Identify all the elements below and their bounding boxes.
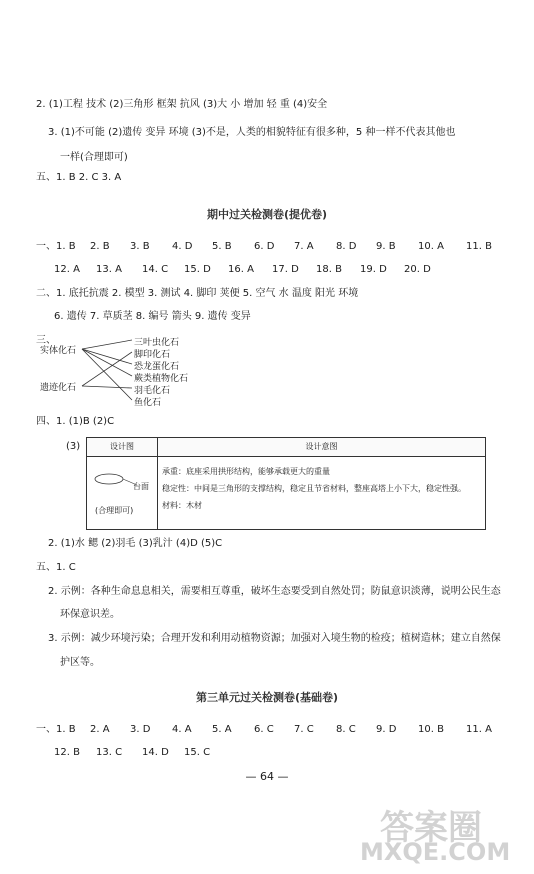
answer-item: 17. D — [272, 264, 299, 275]
answer-item: 3. D — [130, 724, 151, 735]
page-number: — 64 — — [245, 770, 289, 783]
table-header: 设计图 — [87, 438, 158, 457]
answer-item: 8. C — [336, 724, 356, 735]
answer-item: 12. A — [54, 264, 80, 275]
answer-item: 4. D — [172, 241, 193, 252]
answer-item: 19. D — [360, 264, 387, 275]
fossil-item: 脚印化石 — [134, 350, 171, 360]
drawing-note: (合理即可) — [95, 506, 134, 515]
answer-item: 4. A — [172, 724, 192, 735]
answer-item: 15. C — [184, 747, 211, 758]
section-title-midterm: 期中过关检测卷(提优卷) — [206, 208, 328, 221]
answer-item: 6. D — [254, 241, 275, 252]
answer-item: 20. D — [404, 264, 431, 275]
answer-item: 14. C — [142, 264, 169, 275]
answer-line-mid-sec2-cont: 6. 遗传 7. 草质茎 8. 编号 箭头 9. 遗传 变异 — [54, 311, 251, 322]
match-line — [82, 349, 132, 376]
answer-item: 5. B — [212, 241, 232, 252]
answer-line-mid-sec5-q2-cont: 环保意识差。 — [60, 609, 120, 620]
answer-item: 6. C — [254, 724, 274, 735]
answer-line-mid-sec5: 五、1. C — [36, 562, 76, 573]
answer-item: 10. B — [418, 724, 444, 735]
answer-label-sub3: (3) — [66, 441, 81, 452]
answer-item: 一、1. B — [36, 724, 76, 735]
table-header: 设计意图 — [158, 438, 486, 457]
answer-item: 2. B — [90, 241, 110, 252]
answer-item: 9. B — [376, 241, 396, 252]
watermark-url: MXQE.COM — [360, 838, 511, 866]
answer-line-mid-sec5-q3: 3. 示例：减少环境污染；合理开发和利用动植物资源；加强对入境生物的检疫；植树造林；建立自然保 — [48, 633, 501, 644]
fossil-category-trace: 遗迹化石 — [40, 383, 77, 393]
match-line — [82, 386, 132, 388]
answer-line-mid-sec5-q3-cont: 护区等。 — [60, 657, 100, 668]
answer-line-q3: 3. (1)不可能 (2)遗传 变异 环境 (3)不是，人类的相貌特征有很多种，5 种一样不代表其他也 — [48, 127, 456, 138]
intent-line: 稳定性：中间是三角形的支撑结构，稳定且节省材料，整座高塔上小下大，稳定性强。 — [162, 484, 466, 493]
section-title-unit3: 第三单元过关检测卷(基础卷) — [195, 691, 339, 704]
answer-item: 11. A — [466, 724, 492, 735]
answer-item: 8. D — [336, 241, 357, 252]
design-table — [86, 437, 486, 530]
answer-line-sec5: 五、1. B 2. C 3. A — [36, 172, 122, 183]
answer-item: 15. D — [184, 264, 211, 275]
answer-row-unit3-2 — [54, 746, 228, 760]
answer-item: 7. C — [294, 724, 314, 735]
answer-line-mid-sec4-q2: 2. (1)水 鳃 (2)羽毛 (3)乳汁 (4)D (5)C — [48, 538, 223, 549]
answer-line-mid-sec4: 四、1. (1)B (2)C — [36, 416, 115, 427]
answer-item: 9. D — [376, 724, 397, 735]
answer-line-mid-sec5-q2: 2. 示例：各种生命息息相关，需要相互尊重，破坏生态要受到自然处罚；防鼠意识淡薄，说明公民生态 — [48, 586, 501, 597]
answer-item: 3. B — [130, 241, 150, 252]
fossil-item: 蕨类植物化石 — [134, 374, 189, 384]
answer-item: 7. A — [294, 241, 314, 252]
answer-line-q3-cont: 一样(合理即可) — [60, 152, 128, 163]
match-line — [82, 340, 132, 349]
answer-item: 16. A — [228, 264, 254, 275]
fossil-item: 鱼化石 — [134, 398, 162, 408]
fossil-item: 恐龙蛋化石 — [134, 362, 180, 372]
answer-row-unit3-1 — [36, 723, 506, 737]
answer-item: 5. A — [212, 724, 232, 735]
intent-line: 承重：底座采用拱形结构，能够承载更大的重量 — [162, 467, 330, 476]
design-intent-cell — [158, 457, 486, 530]
answer-item: 2. A — [90, 724, 110, 735]
answer-item: 12. B — [54, 747, 80, 758]
answer-item: 13. A — [96, 264, 122, 275]
watermark-logo: 答案圈 — [380, 808, 482, 848]
answer-item: 11. B — [466, 241, 492, 252]
fossil-category-body: 实体化石 — [40, 346, 77, 356]
answer-item: 18. B — [316, 264, 342, 275]
answer-item: 一、1. B — [36, 241, 76, 252]
answer-line-mid-sec2: 二、1. 底托抗震 2. 模型 3. 测试 4. 脚印 荚便 5. 空气 水 温度 阳光 环境 — [36, 288, 359, 299]
answer-item: 14. D — [142, 747, 169, 758]
answer-line-q2: 2. (1)工程 技术 (2)三角形 框架 抗风 (3)大 小 增加 轻 重 (4)安全 — [36, 99, 328, 110]
answer-item: 10. A — [418, 241, 444, 252]
drawing-label: 台面 — [133, 482, 149, 491]
section-label-3: 三、 — [36, 335, 56, 346]
answer-item: 13. C — [96, 747, 123, 758]
fossil-item: 三叶虫化石 — [134, 338, 180, 348]
intent-line: 材料：木材 — [162, 501, 202, 510]
fossil-item: 羽毛化石 — [134, 386, 171, 396]
design-drawing-cell — [87, 457, 158, 530]
